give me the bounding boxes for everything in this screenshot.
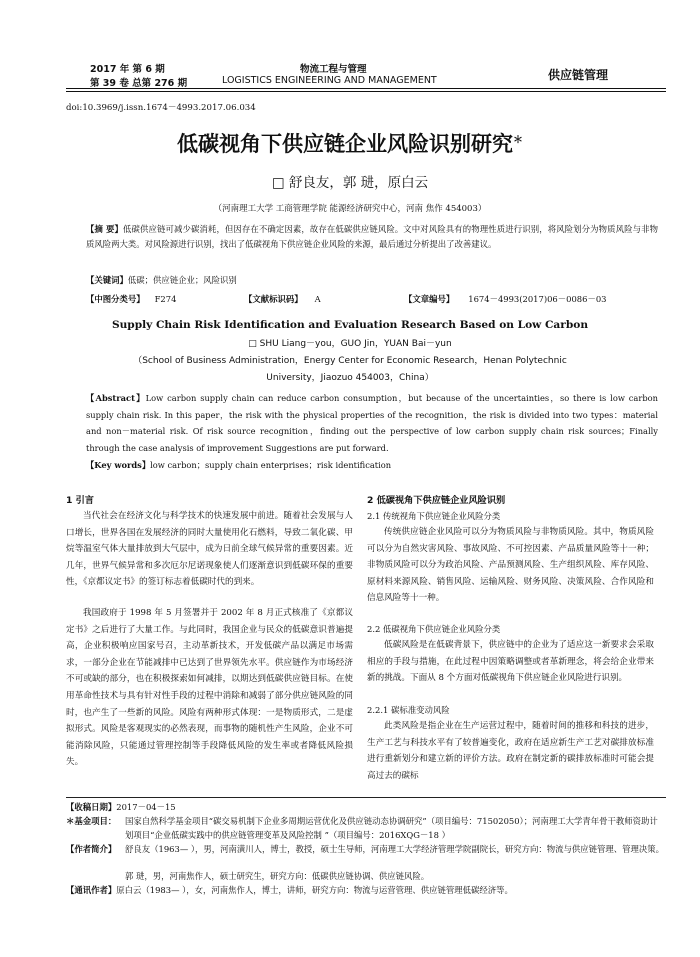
header-journal-cn: 物流工程与管理 [300,64,367,75]
subsection-2-1-title: 2.1 传统视角下供应链企业风险分类 [367,511,501,521]
keywords-en-label: 【Key words】 [86,460,151,470]
header-column: 供应链管理 [548,68,609,82]
paragraph-2-2-1: 此类风险是指企业在生产运营过程中，随着时间的推移和科技的进步，生产工艺与科技水平有了较普遍变化，政府在适应新生产工艺对碳排放标准进行重新划分和建立新的评价方法。政府在制定新的碳排放标准时可能会提高过去的碳标 [367,721,654,781]
subsection-2-2-1-title: 2.2.1 碳标准变动风险 [367,705,450,715]
footnote-author-bio [66,843,666,857]
received-label: 【收稿日期】 [66,802,117,812]
keywords-cn [86,272,658,289]
doc-code-label: 【文献标识码】 [244,294,303,304]
received-value: 2017－04－15 [116,802,176,812]
footnote-fund [66,815,666,842]
paragraph-intro-2: 我国政府于 1998 年 5 月签署并于 2002 年 8 月正式核准了《京都议定书》之后进行了大量工作。与此同时，我国企业与民众的低碳意识普遍提高，企业积极响应国家号召，主动革新技术，开发低碳产品以满足市场需求，一部分企业在节能减排中已达到了世界领先水平。供应链作为市场经济不可或缺的部分，也在积极探索如何减排，以期达到低碳供应链目标。在使用革命性技术与具有针对性手段的过程中消除和减弱了部分供应链风险的同时，也产生了一些新的风险。风险有两种形式体现：一是物质形式，二是虚拟形式。风险是客观现实的必然表现，而事物的随机性产生风险，企业不可能消除风险，只能通过管理控制等手段降低风险的发生率或者降低风险损失。 [66,608,353,768]
affiliation-en-1: （School of Business Administration，Energy Center for Economic Research，Henan Polytechnic [133,356,567,366]
section-2-title: 2 低碳视角下供应链企业风险识别 [367,495,506,506]
footnote-rule [66,797,666,798]
section-1-title: 1 引言 [66,495,94,506]
header-rule-top [66,88,666,89]
keywords-cn-text: 低碳；供应链企业；风险识别 [127,275,237,285]
article-no-value: 1674－4993(2017)06－0086－03 [468,294,607,304]
header-journal-en: LOGISTICS ENGINEERING AND MANAGEMENT [222,75,437,86]
page-title [0,128,700,158]
subsection-2-2-title: 2.2 低碳视角下供应链企业风险分类 [367,624,501,634]
keywords-en [86,457,658,474]
author-bio-1: 舒良友（1963— ），男，河南潢川人，博士，教授，硕士生导师，河南理工大学经济管理学院副院长，研究方向：物流与供应链管理、管理决策。 [125,844,665,854]
footnote-received [66,801,666,815]
title-cn: 低碳视角下供应链企业风险识别研究 [177,131,513,156]
abstract-en [86,390,658,456]
authors-en: □ SHU Liang－you，GUO Jin，YUAN Bai－yun [248,339,452,349]
abstract-cn [86,222,658,251]
clc-value: F274 [154,294,177,304]
affiliation-en-2: University，Jiaozuo 454003，China） [266,373,434,383]
title-en: Supply Chain Risk Identification and Evaluation Research Based on Low Carbon [111,319,589,331]
fund-label: ＊基金项目： [66,816,117,826]
paragraph-2-1: 传统供应链企业风险可以分为物质风险与非物质风险。其中，物质风险可以分为自然灾害风险、事故风险、不可控因素、产品质量风险等十一种；非物质风险可以分为政治风险、产品预测风险、生产组织风险、库存风险、原材料来源风险、销售风险、运输风险、财务风险、决策风险、合作风险和信息风险等十一种。 [367,527,654,604]
footnote-author-bio-2: 郭 琎，男，河南焦作人，硕士研究生，研究方向：低碳供应链协调、供应链风险。 [125,871,430,881]
keywords-en-text: low carbon；supply chain enterprises；risk identification [150,460,392,470]
header-rule-bottom [66,91,666,92]
title-footnote-mark: ＊ [513,135,523,146]
header-volume: 第 39 卷 总第 276 期 [90,78,188,89]
article-no-label: 【文章编号】 [404,294,455,304]
affiliation-cn: （河南理工大学 工商管理学院 能源经济研究中心，河南 焦作 454003） [213,204,487,214]
authors-cn: □ 舒良友，郭 琎，原白云 [271,175,429,191]
corresponding-label: 【通讯作者】 [66,885,117,895]
header-year-issue: 2017 年 第 6 期 [90,64,165,75]
doc-code-value: A [314,294,321,304]
author-bio-label: 【作者简介】 [66,844,117,854]
corresponding-value: 原白云（1983— ），女，河南焦作人，博士，讲师，研究方向：物流与运营管理、供应链管理低碳经济等。 [116,885,513,895]
paragraph-2-2: 低碳风险是在低碳背景下，供应链中的企业为了适应这一新要求会采取相应的手段与措施，在此过程中因策略调整或者革新理念，将会给企业带来新的挑战。下面从 8 个方面对低碳视角下供应链企业风险进行识别。 [367,640,654,684]
clc-label: 【中图分类号】 [86,294,145,304]
abstract-en-text: Low carbon supply chain can reduce carbon consumption，but because of the uncertainties，so there is low carbon supply chain risk. In this paper，the risk with the physical properties of the recognition，the risk is divided into two types：material and non－material risk. Of risk source recognition，finding out the perspective of low carbon supply chain risk sources；Finally through the case analysis of improvement Suggestions are put forward. [86,393,658,453]
abstract-cn-label: 【摘 要】 [86,224,124,234]
doi: doi:10.3969/j.issn.1674－4993.2017.06.034 [66,103,256,113]
abstract-en-label: 【Abstract】 [86,393,146,403]
keywords-cn-label: 【关键词】 [86,275,128,285]
fund-value: 国家自然科学基金项目“碳交易机制下企业多周期运营优化及供应链动态协调研究”（项目编号：71502050）；河南理工大学青年骨干教师资助计划项目“企业低碳实践中的供应链管理变革及风险控制 ”（项目编号：2016XQG－18 ） [125,816,658,840]
paragraph-intro-1: 当代社会在经济文化与科学技术的快速发展中前进。随着社会发展与人口增长，世界各国在发展经济的同时大量使用化石燃料，导致二氧化碳、甲烷等温室气体大量排放到大气层中，成为日前全球气候异常的重要因素。近几年，世界气候异常和多次厄尔尼诺现象使人们逐渐意识到低碳环保的重要性，《京都议定书》的签订标志着低碳时代的到来。 [66,511,353,588]
footnote-corresponding [66,884,666,898]
abstract-cn-text: 低碳供应链可减少碳消耗，但因存在不确定因素，故存在低碳供应链风险。文中对风险具有的物理性质进行识别，将风险划分为物质风险与非物质风险两大类。对风险源进行识别，找出了低碳视角下供应链企业风险的来源，最后通过分析提出了改善建议。 [86,224,658,249]
